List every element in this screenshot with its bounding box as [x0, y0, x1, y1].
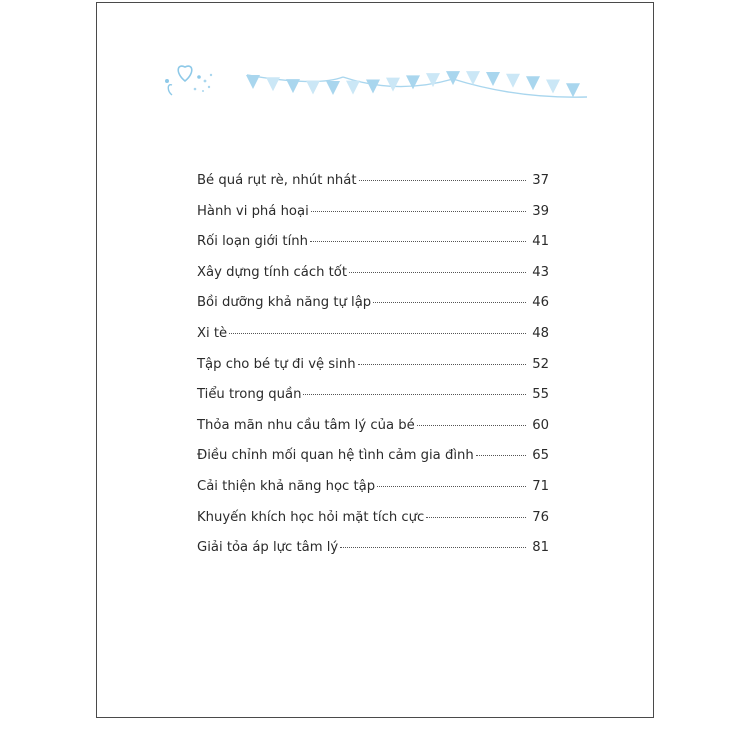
bunting-flag: [286, 79, 300, 93]
bunting-flag: [306, 80, 320, 94]
toc-entry: [197, 357, 549, 388]
dot-leader: [377, 486, 526, 487]
bunting-flag: [366, 79, 380, 93]
dot-leader: [303, 394, 526, 395]
dot-leader: [476, 455, 527, 456]
toc-entry-page-number: 48: [532, 325, 549, 341]
bunting-flag: [246, 75, 260, 89]
toc-entry-page-number: 37: [532, 173, 549, 188]
dot-leader: [426, 517, 526, 518]
toc-entry-title: Tiểu trong quần: [197, 387, 302, 403]
toc-entry-page-number: 52: [532, 356, 549, 372]
toc-entry: [197, 295, 549, 326]
toc-entry-page-number: 43: [532, 264, 549, 280]
dot-leader: [373, 302, 526, 303]
toc-entry-title: Bé quá rụt rè, nhút nhát: [197, 173, 357, 188]
toc-entry: [197, 234, 549, 265]
bunting-flag: [326, 81, 340, 95]
bunting-flag: [486, 72, 500, 86]
toc-entry-title: Cải thiện khả năng học tập: [197, 478, 376, 494]
toc-entry: [197, 204, 549, 235]
bunting-flag: [386, 78, 400, 92]
toc-entry-page-number: 71: [532, 478, 549, 494]
bunting-flag: [526, 76, 540, 90]
dot-leader: [417, 425, 527, 426]
toc-entry-page-number: 55: [532, 387, 549, 403]
toc-entry: [197, 326, 549, 357]
bunting-flag: [546, 80, 560, 94]
dot-leader: [229, 333, 526, 334]
heart-balloon-icon: [165, 66, 212, 95]
toc-entry-title: Hành vi phá hoại: [197, 203, 309, 219]
toc-entry-title: Khuyến khích học hỏi mặt tích cực: [197, 509, 425, 525]
toc-entry-title: Thỏa mãn nhu cầu tâm lý của bé: [197, 417, 415, 433]
dot-leader: [340, 547, 526, 548]
bunting-flag: [446, 71, 460, 85]
toc-entry-page-number: 65: [532, 448, 549, 464]
dot-leader: [349, 272, 526, 273]
toc-entry: [197, 173, 549, 204]
book-page: [96, 2, 654, 718]
bunting-banner-icon: [246, 71, 587, 97]
toc-entry-title: Điều chỉnh mối quan hệ tình cảm gia đình: [197, 448, 474, 464]
toc-entry-title: Tập cho bé tự đi vệ sinh: [197, 356, 356, 372]
table-of-contents: [197, 173, 549, 571]
toc-entry-title: Xây dựng tính cách tốt: [197, 264, 348, 280]
dot-leader: [358, 364, 527, 365]
bunting-flag: [566, 83, 580, 97]
dot-leader: [311, 211, 526, 212]
bunting-flag: [266, 77, 280, 91]
dot-leader: [359, 180, 527, 181]
decoration-area: [97, 3, 653, 133]
bunting-flag: [406, 75, 420, 89]
toc-entry: [197, 479, 549, 510]
toc-entry-page-number: 39: [532, 203, 549, 219]
toc-entry-page-number: 46: [532, 295, 549, 311]
toc-entry-page-number: 81: [532, 540, 549, 556]
toc-entry-page-number: 76: [532, 509, 549, 525]
toc-entry: [197, 387, 549, 418]
toc-entry: [197, 540, 549, 571]
toc-entry-title: Giải tỏa áp lực tâm lý: [197, 540, 339, 556]
toc-entry: [197, 448, 549, 479]
toc-entry-title: Bồi dưỡng khả năng tự lập: [197, 295, 372, 311]
dot-leader: [310, 241, 526, 242]
toc-entry-page-number: 60: [532, 417, 549, 433]
bunting-flag: [506, 74, 520, 88]
bunting-flag: [346, 81, 360, 95]
toc-entry-title: Rối loạn giới tính: [197, 234, 308, 250]
toc-entry: [197, 510, 549, 541]
toc-entry: [197, 418, 549, 449]
toc-entry-page-number: 41: [532, 234, 549, 250]
toc-entry: [197, 265, 549, 296]
toc-entry-title: Xi tè: [197, 325, 228, 341]
